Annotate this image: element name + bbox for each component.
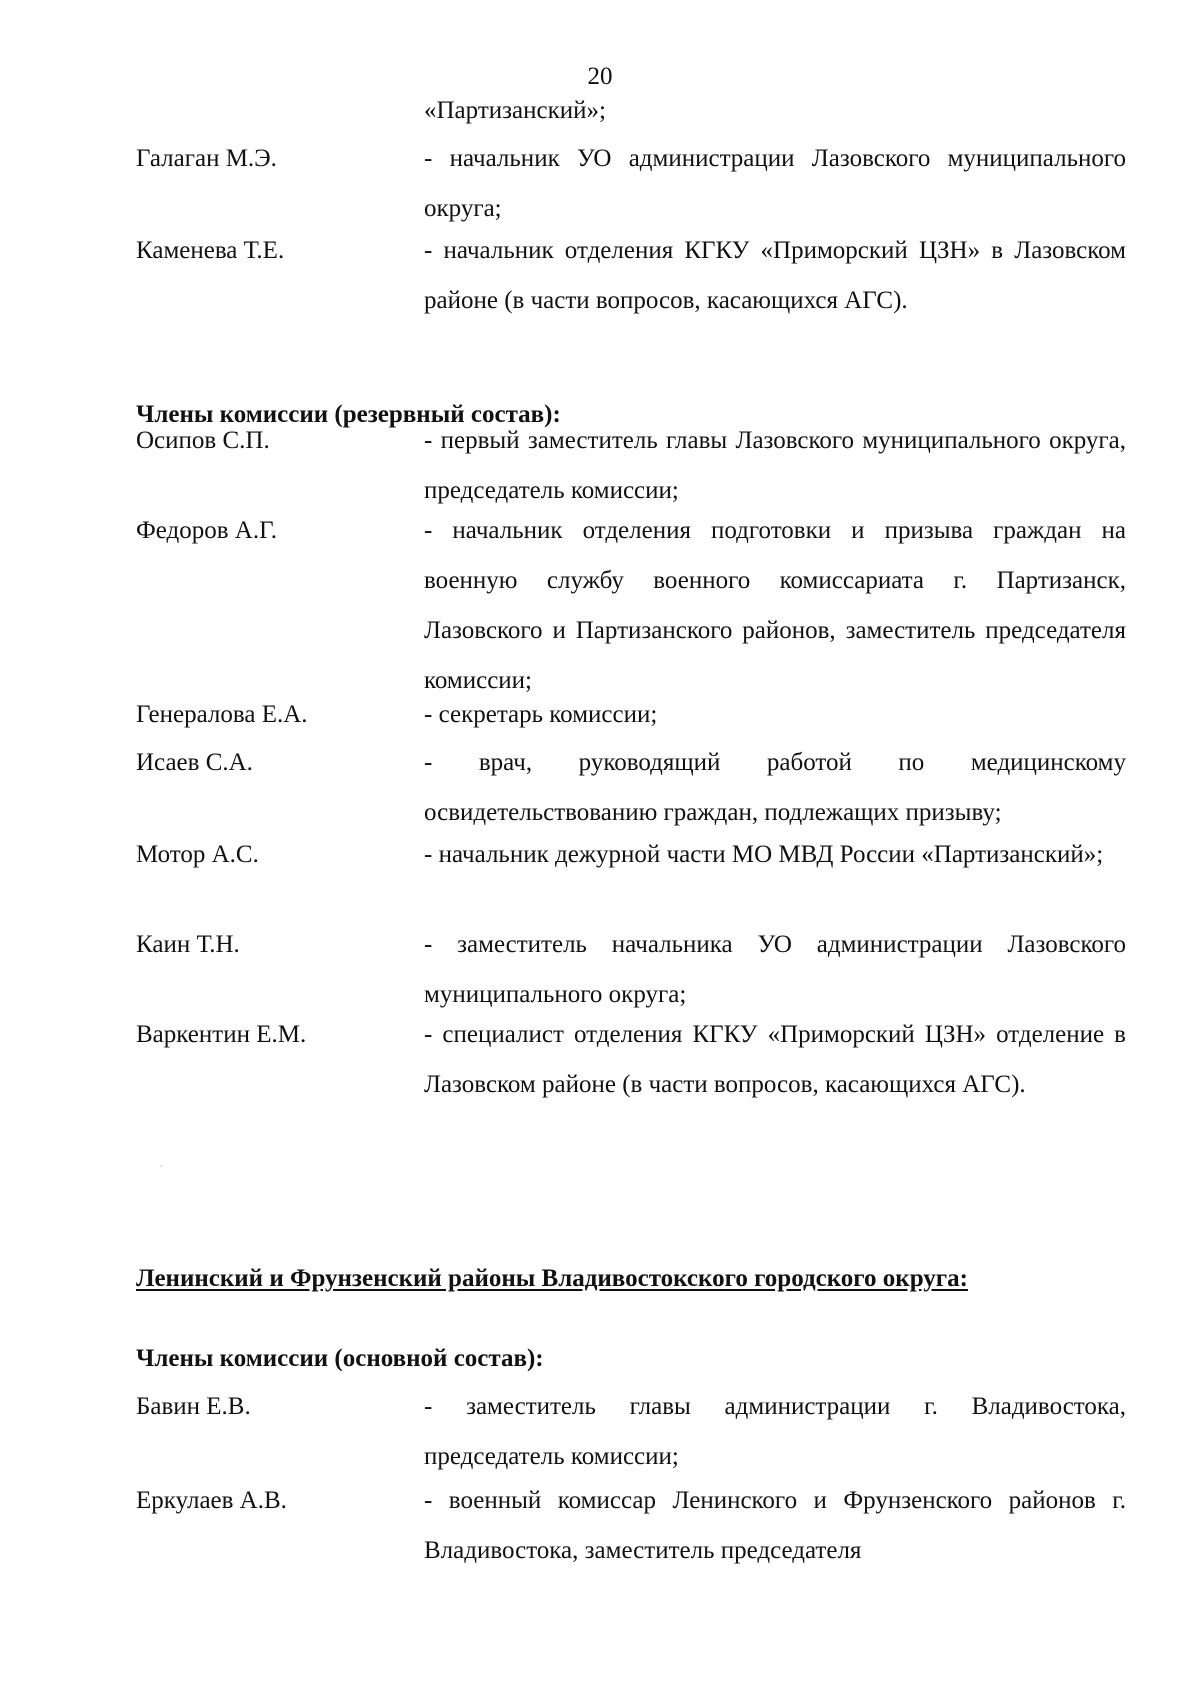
- member-name: Генералова Е.А.: [136, 701, 308, 728]
- main-composition-heading: Члены комиссии (основной состав):: [136, 1345, 544, 1372]
- member-name: Галаган М.Э.: [136, 145, 277, 172]
- member-name: Варкентин Е.М.: [136, 1021, 307, 1048]
- member-name: Осипов С.П.: [136, 427, 270, 454]
- member-position: - специалист отделения КГКУ «Приморский ЦЗН» отделение в Лазовском районе (в части вопросов, касающихся АГС).: [424, 1021, 1126, 1098]
- member-name: Федоров А.Г.: [136, 517, 277, 544]
- member-name: Бавин Е.В.: [136, 1393, 251, 1420]
- member-position: - первый заместитель главы Лазовского муниципального округа, председатель комиссии;: [424, 427, 1126, 504]
- member-name: Еркулаев А.В.: [136, 1487, 287, 1514]
- member-name: Каменева Т.Е.: [136, 237, 285, 264]
- page-number: 20: [587, 63, 613, 90]
- member-position: - начальник дежурной части МО МВД России «Партизанский»;: [424, 841, 1104, 868]
- member-position: - секретарь комиссии;: [424, 701, 658, 728]
- member-position: - военный комиссар Ленинского и Фрунзенского районов г. Владивостока, заместитель председателя: [424, 1487, 1126, 1564]
- reserve-composition-heading: Члены комиссии (резервный состав):: [136, 401, 561, 428]
- member-position: - начальник УО администрации Лазовского муниципального округа;: [424, 145, 1126, 222]
- district-heading: Ленинский и Фрунзенский районы Владивостокского городского округа:: [136, 1265, 968, 1292]
- member-position: - врач, руководящий работой по медицинскому освидетельствованию граждан, подлежащих призыву;: [424, 749, 1126, 826]
- scan-speck: [160, 1165, 162, 1167]
- member-position: - начальник отделения КГКУ «Приморский ЦЗН» в Лазовском районе (в части вопросов, касающихся АГС).: [424, 237, 1126, 314]
- member-position: - заместитель начальника УО администрации Лазовского муниципального округа;: [424, 931, 1126, 1008]
- member-position: - начальник отделения подготовки и призыва граждан на военную службу военного комиссариата г. Партизанск, Лазовского и Партизанского районов, заместитель председателя комиссии;: [424, 517, 1126, 694]
- member-name: Мотор А.С.: [136, 841, 259, 868]
- member-name: Исаев С.А.: [136, 749, 253, 776]
- member-position: - заместитель главы администрации г. Владивостока, председатель комиссии;: [424, 1393, 1126, 1470]
- continuation-text: «Партизанский»;: [424, 97, 606, 124]
- member-name: Каин Т.Н.: [136, 931, 240, 958]
